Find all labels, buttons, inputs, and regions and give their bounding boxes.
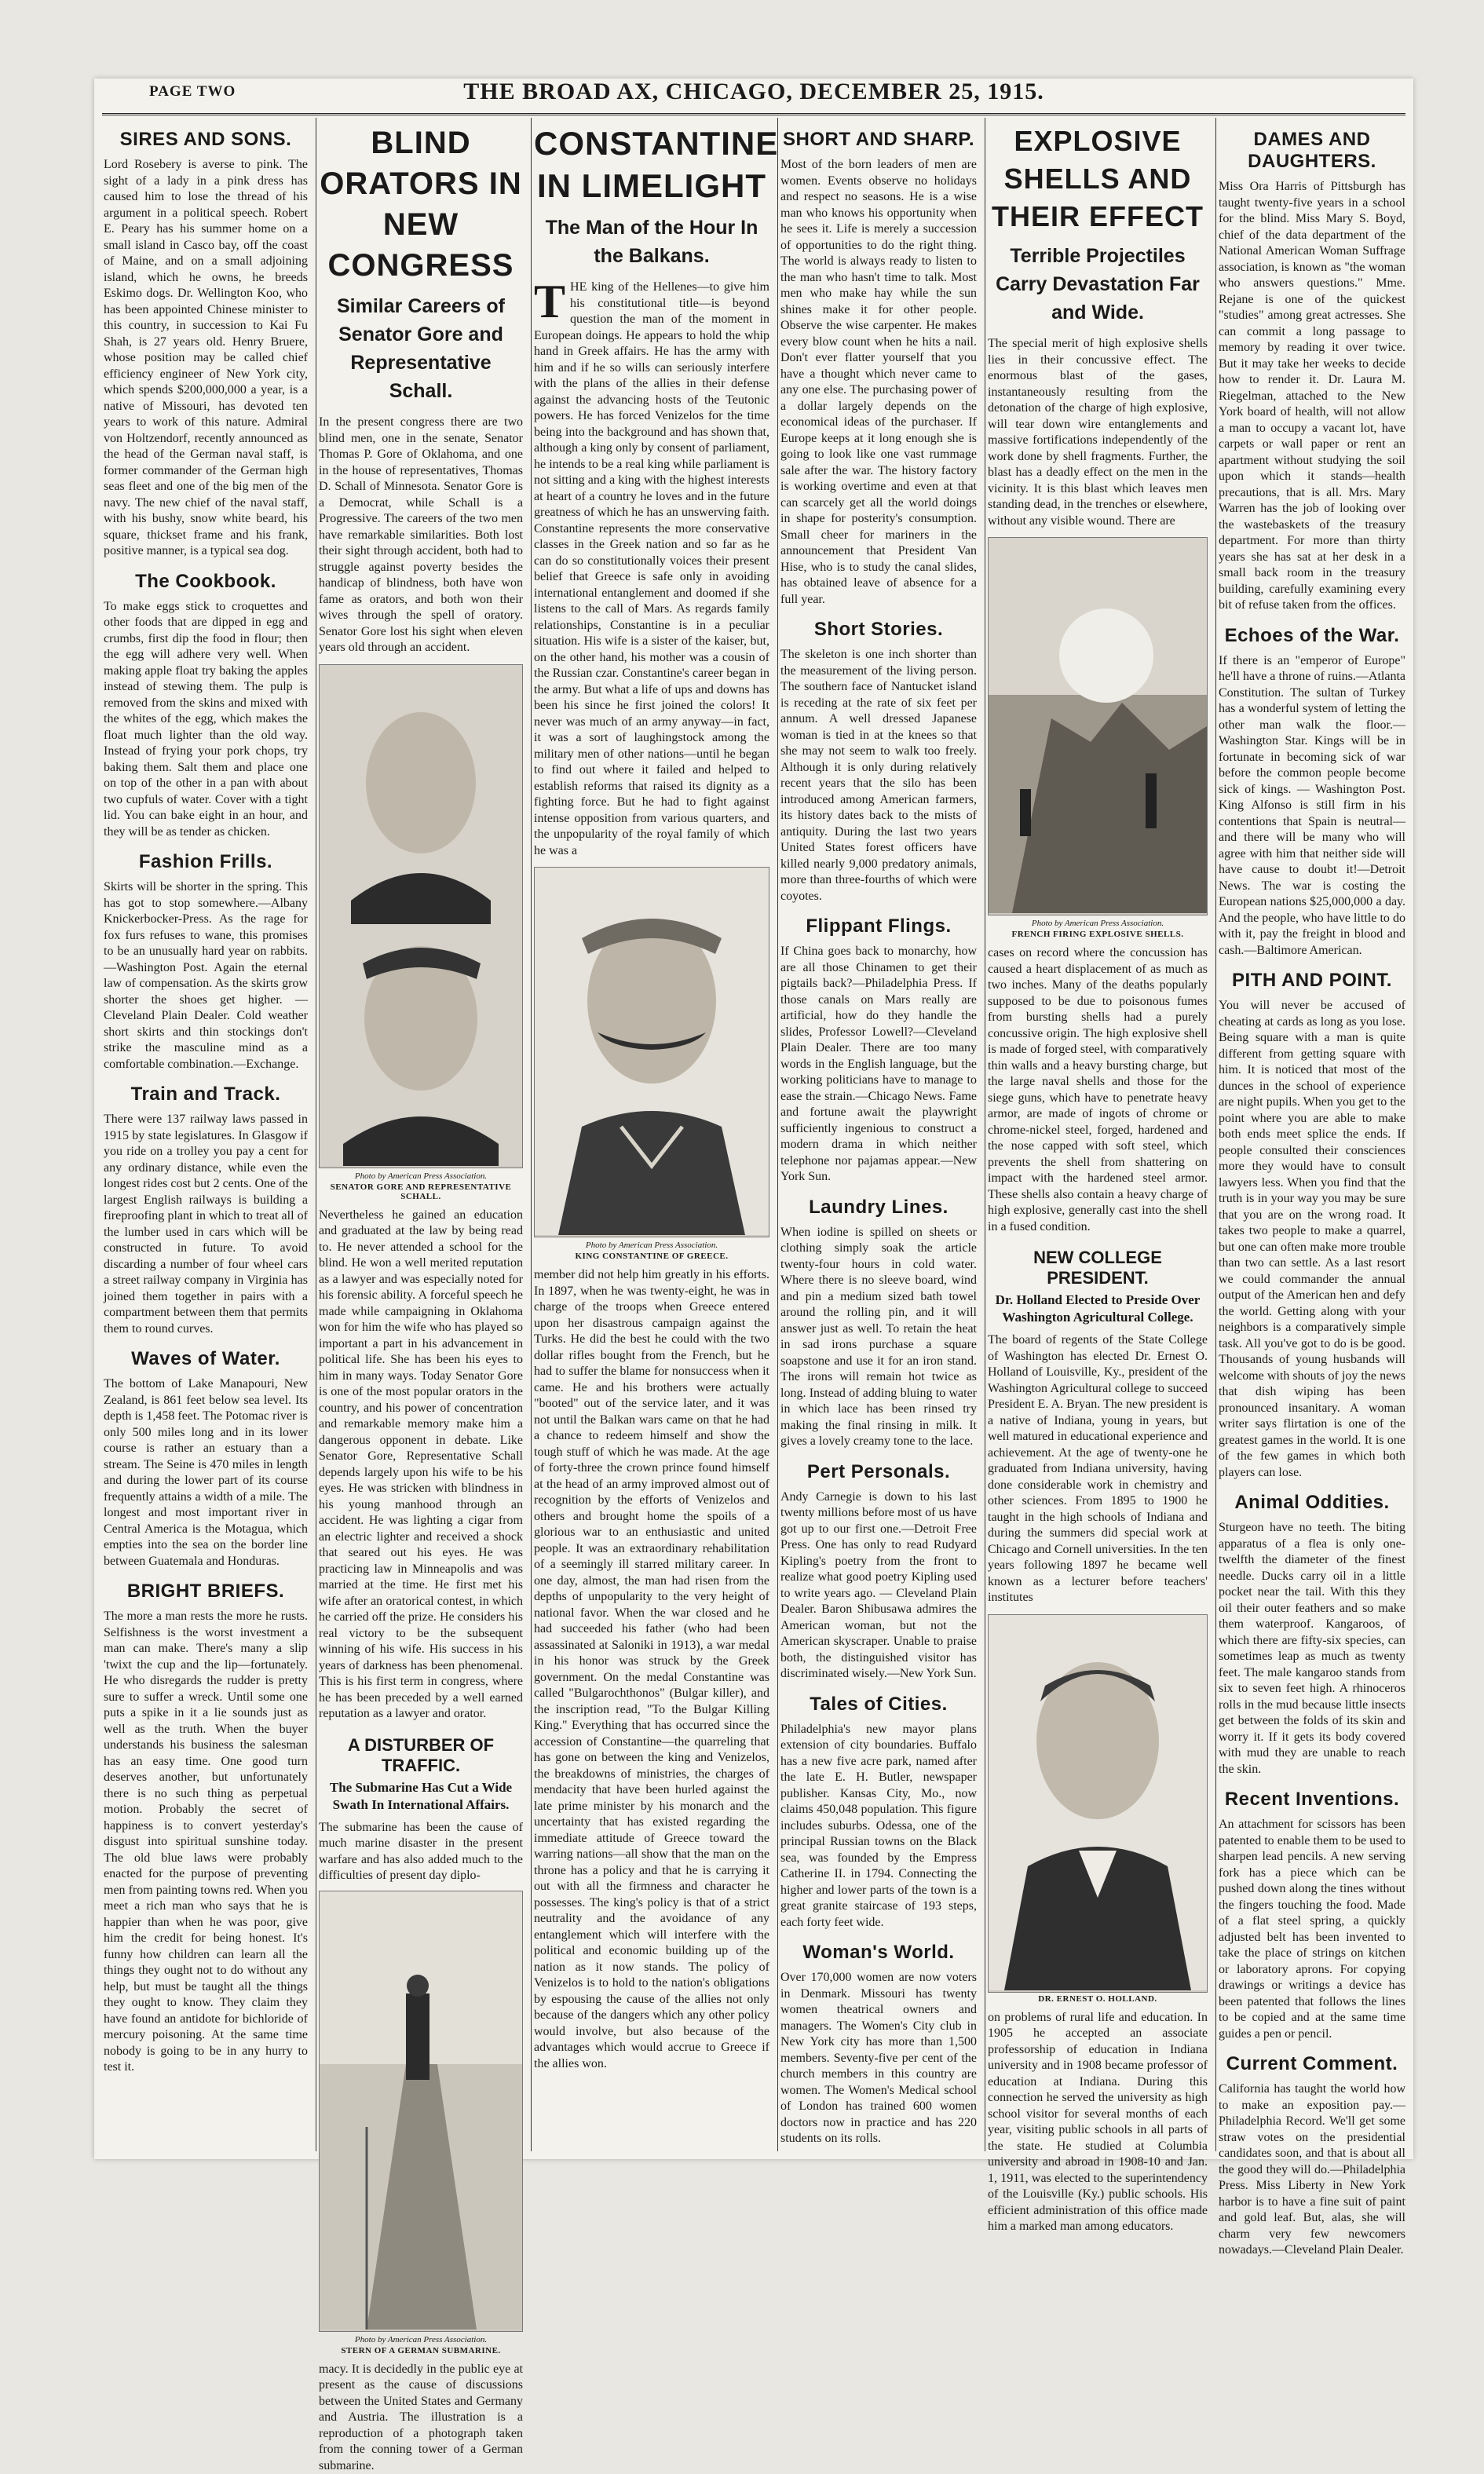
explosion-photo bbox=[988, 537, 1208, 915]
portrait-photo bbox=[534, 867, 769, 1237]
holland-portrait-illustration bbox=[989, 1615, 1207, 1990]
portrait-photo bbox=[319, 664, 523, 1168]
article-text: Philadelphia's new mayor plans extension of city boundaries. Buffalo has a new five acre park, named after the late E. H. Butler, newspaper publisher. Kansas City, Mo., now claims 450,048 population. This figure includes suburbs. Odessa, one of the principal Russian towns on the Black sea, was founded by the Empress Catherine II. in 1794. Connecting the higher and lower parts of the town is a great granite staircase of 193 steps, each forty feet wide. bbox=[780, 1722, 977, 1931]
article-text: An attachment for scissors has been patented to enable them to be used to sharpen lead pencils. A new serving fork has a piece which can be pushed down along the tines without the fingers touching the food. Made of a flat steel spring, a quickly adjusted belt has been invented to take the place of strings on kitchen or laboratory aprons. For copying drawings or writings a device has been patented that follows the lines to be copied and at the same time guides a pen or pencil. bbox=[1219, 1817, 1405, 2042]
article-deck: Similar Careers of Senator Gore and Representative Schall. bbox=[323, 292, 518, 405]
submarine-illustration bbox=[320, 1891, 522, 2330]
section-heading: Recent Inventions. bbox=[1219, 1789, 1405, 1811]
explosion-illustration bbox=[989, 538, 1207, 913]
photo-caption: FRENCH FIRING EXPLOSIVE SHELLS. bbox=[988, 930, 1208, 939]
article-subhead: Dr. Holland Elected to Preside Over Washington Agricultural College. bbox=[988, 1292, 1208, 1326]
section-heading: Laundry Lines. bbox=[780, 1197, 977, 1219]
section-heading: BRIGHT BRIEFS. bbox=[104, 1581, 308, 1602]
section-heading: DAMES AND DAUGHTERS. bbox=[1219, 129, 1405, 173]
section-heading: PITH AND POINT. bbox=[1219, 970, 1405, 992]
section-heading: Tales of Cities. bbox=[780, 1694, 977, 1716]
article-text bbox=[534, 280, 769, 859]
drop-cap: T bbox=[534, 281, 565, 322]
article-text: The submarine has been the cause of much marine disaster in the present warfare and has also added much to the difficulties of present day diplo- bbox=[319, 1820, 523, 1884]
article-text: California has taught the world how to make an exposition pay.—Philadelphia Record. We'll get some straw votes on the presidential candidates soon, and that is about all the good they will do.—Philadelphia Press. Miss Liberty in New York harbor is to have a fine suit of paint and gold leaf. But, alas, she will charm very few newcomers nowadays.—Cleveland Plain Dealer. bbox=[1219, 2081, 1405, 2259]
article-text: The special merit of high explosive shells lies in their concussive effect. The enormous blast of the gases, instantaneously resulting from the detonation of the charge of high explosive, will tear down wire entanglements and massive fortifications independently of the work done by shell fragments. Further, the blast has a deadly effect on the men in the vicinity. It is this blast which leaves men standing dead, in the trenches or elsewhere, without any visible wound. There are bbox=[988, 336, 1208, 529]
article-text: Skirts will be shorter in the spring. This has got to stop somewhere.—Albany Knickerbocker-Press. As the rage for fox furs refuses to wane, this promises to be an unusually hard year on rabbits.—Washington Post. Again the eternal law of compensation. As the skirts grow shorter the shoes get higher. — Cleveland Plain Dealer. Cold weather short skirts and thin stockings don't strike the masculine mind as a comfortable combination.—Exchange. bbox=[104, 879, 308, 1073]
newspaper-page bbox=[94, 79, 1413, 2159]
article-subhead: The Submarine Has Cut a Wide Swath In International Affairs. bbox=[319, 1779, 523, 1814]
article-headline: CONSTANTINE IN LIMELIGHT bbox=[534, 122, 769, 207]
article-text: The more a man rests the more he rusts. Selfishness is the worst investment a man can make. There's many a slip 'twixt the cup and the lip—fortunately. He who disregards the rudder is pretty sure to suffer a wreck. Until some one puts a spike in it a lie sounds just as well as the truth. When the buyer understands his business the salesman has an easy time. One good turn deserves another, but unfortunately there is no such thing as perpetual motion. Probably the secret of happiness is to convert yesterday's disgust into spiritual sunshine today. The old blue laws were probably enacted for the purpose of preventing men from painting towns red. When you meet a rich man who says that he is happier than when he was poor, give him the credit for being honest. It's funny how children can learn all the things they ought not to do without any help, but must be taught all the things they ought to know. They claim they have found an antidote for bichloride of mercury poisoning. At the same time nobody is going to be in any hurry to test it. bbox=[104, 1609, 308, 2076]
section-heading: Fashion Frills. bbox=[104, 851, 308, 873]
masthead bbox=[102, 79, 1405, 115]
column-4 bbox=[780, 118, 985, 2151]
section-heading: Short Stories. bbox=[780, 619, 977, 641]
column-6 bbox=[1219, 118, 1405, 2151]
section-heading: Echoes of the War. bbox=[1219, 625, 1405, 647]
submarine-photo bbox=[319, 1891, 523, 2332]
article-text-body: HE king of the Hellenes—to give him his constitutional title—is beyond question the man of the moment in European doings. He appears to hold the whip hand in Greek affairs. He has the army with him and if he so wills can seriously interfere with the plans of the allies in their defense against the advancing hosts of the Teutonic powers. He has forced Venizelos for the time being into the background and has shown that, although a king only by consent of parliament, he intends to be a real king while parliament is not sitting and a king with the highest interests at heart of a country he loves and in the future greatness of which he has an unswerving faith. Constantine represents the more conservative classes in the Greek nation and so far as he can do so constitutionally voices their present belief that Greece is safe only in avoiding international entanglement and doomed if she listens to the call of Mars. As regards family relationships, Constantine is in a peculiar situation. His wife is a sister of the kaiser, but, on the other hand, his mother was a cousin of the Russian czar. Constantine's career began in the army. But what a life of ups and downs has been his since he first joined the colors! It never was much of an army anyway—in fact, it was a sort of laughingstock among the military men of other nations—until he began to find out where it failed and helped to establish reforms that raised its dignity as a fighting force. But he had to fight against intense opposition from various quarters, and the unpopularity of the royal family of which he was a bbox=[534, 280, 769, 857]
article-text: Sturgeon have no teeth. The biting apparatus of a flea is only one-twelfth the diameter of the finest needle. Ducks carry oil in a little pocket near the tail. With this they oil their outer feathers and so make them waterproof. Kangaroos, of which there are fifty-six species, can sometimes leap as much as twenty feet. The male kangaroo stands from six to seven feet high. A rhinoceros rolls in the mud because little insects get between the folds of its skin and worry it. If it gets its body covered with mud they are unable to reach the skin. bbox=[1219, 1520, 1405, 1778]
article-text: There were 137 railway laws passed in 1915 by state legislatures. In Glasgow if you ride on a trolley you pay a cent for any ordinary distance, while even the longest rides cost but 2 cents. One of the largest English railways is building a fireproofing plant in which to treat all of the lumber used in cars which will be constructed in future. To avoid discarding a number of four wheel cars a street railway company in Virginia has joined them together in pairs with a compartment between them that permits them to round curves. bbox=[104, 1112, 308, 1337]
article-deck: The Man of the Hour In the Balkans. bbox=[539, 214, 765, 270]
article-text: Miss Ora Harris of Pittsburgh has taught twenty-five years in a school for the blind. Miss Mary S. Boyd, chief of the data department of the National American Woman Suffrage association, is known as "the woman who answers questions." Mme. Rejane is one of the quickest "studies" among great actresses. She can commit a long passage to memory by reading it over twice. But it may take her weeks to decide how to render it. Dr. Laura M. Riegelman, attached to the New York board of health, will not allow a man to occupy a vacant lot, have carpets or wall paper or rent an apartment without studying the soil upon which it stands—health precautions, that is all. Mrs. Mary Warren has the job of looking over the wastebaskets of the treasury department. For more than thirty years she has sat at her desk in a small back room in the treasury building, carefully examining every bit of refuse taken from the offices. bbox=[1219, 179, 1405, 614]
photo-caption: SENATOR GORE AND REPRESENTATIVE SCHALL. bbox=[319, 1182, 523, 1201]
photo-caption: STERN OF A GERMAN SUBMARINE. bbox=[319, 2346, 523, 2355]
section-heading: Woman's World. bbox=[780, 1942, 977, 1964]
section-heading: Current Comment. bbox=[1219, 2053, 1405, 2075]
section-heading: Train and Track. bbox=[104, 1084, 308, 1105]
article-text: You will never be accused of cheating at cards as long as you lose. Being square with a man is quite different from getting square with him. It is noticed that most of the dunces in the school of experience are night pupils. When you get to the point where you are able to make both ends meet splice the ends. If people consulted their consciences more they would have to consult lawyers less. When you find that the truth is in your way you may be sure that you are on the wrong road. It takes two people to make a quarrel, but one can often make more trouble than two can settle. As a last resort we could commander the annual output of the American hen and defy the world. Getting along with your neighbors is a comparatively simple task. All you've got to do is be good. Thousands of young husbands will welcome with shouts of joy the news that dish wiping has been pronounced insanitary. A woman writer says flirtation is one of the greatest games in the world. It is one of the few games in which both players can lose. bbox=[1219, 998, 1405, 1481]
article-text: If there is an "emperor of Europe" he'll have a throne of ruins.—Atlanta Constitution. The sultan of Turkey has a wonderful system of letting the other man walk the floor.—Washington Star. Kings will be in fortunate in becoming sick of war before the common people become sick of kings. — Washington Post. King Alfonso is still firm in his contentions that Spain is neutral—and there will be many who will agree with him that neither side will have cause to doubt it!—Detroit News. The war is costing the European nations $25,000,000 a day. And the people, who have little to do with it, pay the freight in blood and cash.—Baltimore American. bbox=[1219, 653, 1405, 959]
column-1 bbox=[104, 118, 316, 2151]
photo-credit: Photo by American Press Association. bbox=[319, 2335, 523, 2344]
section-heading: Pert Personals. bbox=[780, 1461, 977, 1483]
article-text: The bottom of Lake Manapouri, New Zealand, is 861 feet below sea level. Its depth is 1,458 feet. The Potomac river is only 500 miles long and in its lower course is rather an estuary than a stream. The Seine is 470 miles in length and during the lower part of its course frequently attains a width of a mile. The longest and most important river in Central America is the Motagua, which empties into the sea on the border line between Guatemala and Honduras. bbox=[104, 1376, 308, 1570]
section-heading: Flippant Flings. bbox=[780, 915, 977, 937]
column-3 bbox=[534, 118, 778, 2151]
section-heading: Waves of Water. bbox=[104, 1348, 308, 1370]
article-text: Andy Carnegie is down to his last twenty millions before most of us have got up to our first one.—Detroit Free Press. One has only to read Rudyard Kipling's poetry from the front to realize what good poetry Kipling used to write years ago. — Cleveland Plain Dealer. Baron Shibusawa admires the American woman, but not the American skyscraper. Unable to praise both, the distinguished visitor has discriminated wisely.—New York Sun. bbox=[780, 1489, 977, 1683]
article-text: Nevertheless he gained an education and graduated at the law by being read to. He never attended a school for the blind. He won a well merited reputation as a lawyer and was especially noted for his forensic ability. A forceful speech he made while campaigning in Oklahoma won for him the wife who has played so important a part in his advancement in political life. She has been his eyes to him in many ways. Today Senator Gore is one of the most popular orators in the country, and his power of concentration and remarkable memory make him a dangerous opponent in debate. Like Senator Gore, Representative Schall depends largely upon his wife to be his eyes. He was stricken with blindness in his young manhood through an accident. He was lighting a cigar from an electric lighter and received a shock that seared out his eyes. He was practicing law in Minneapolis and was married at the time. He first met his wife after an oratorical contest, in which he carried off the prize. He considers his real victory to be the subsequent winning of his wife. His success in his years of darkness has been phenomenal. This is his first term in congress, where he has been preceded by a well earned reputation as a lawyer and orator. bbox=[319, 1208, 523, 1723]
article-text: Over 170,000 women are now voters in Denmark. Missouri has twenty women theatrical owners and managers. The Women's City club in New York city has more than 1,500 members. Seventy-five per cent of the church members in this country are women. The Women's Medical school of London has trained 600 women doctors now in practice and has 220 students on its rolls. bbox=[780, 1970, 977, 2147]
king-portrait-illustration bbox=[535, 868, 769, 1235]
portrait-illustration bbox=[320, 665, 522, 1166]
section-heading: Animal Oddities. bbox=[1219, 1492, 1405, 1514]
photo-caption: DR. ERNEST O. HOLLAND. bbox=[988, 1994, 1208, 2004]
article-deck: Terrible Projectiles Carry Devastation Far and Wide. bbox=[992, 242, 1203, 327]
article-text: The skeleton is one inch shorter than the measurement of the living person. The southern face of Nantucket island is receding at the rate of six feet per annum. A well dressed Japanese woman is tied in at the knees so that she may not seem to walk too freely. Although it is only during relatively recent years that the silo has been introduced among American farmers, its history dates back to the mists of antiquity. During the last two years United States forest officers have killed nearly 9,000 predatory animals, more than three-fourths of which were coyotes. bbox=[780, 647, 977, 904]
article-text: on problems of rural life and education. In 1905 he accepted an associate professorship of education in Indiana university and in 1908 became professor of education at Indiana. During this connection he served the university as high school visitor for several months of each year, visiting public schools in all parts of the state. He studied at Columbia university and abroad in 1908-10 and Jan. 1, 1911, was elected to the superintendency of the Louisville (Ky.) public schools. His efficient administration of this office made him a marked man among educators. bbox=[988, 2010, 1208, 2235]
article-headline: EXPLOSIVE SHELLS AND THEIR EFFECT bbox=[988, 122, 1208, 236]
photo-caption: KING CONSTANTINE OF GREECE. bbox=[534, 1252, 769, 1261]
article-text: cases on record where the concussion has caused a heart displacement of as much as two inches. Many of the deaths popularly supposed to be due to poisonous fumes from bursting shells had a purely concussive origin. The high explosive shell is made of forged steel, with comparatively thin walls and a heavy bursting charge, but the large naval shells and those for the siege guns, which have to penetrate heavy armor, are made of ingots of chrome or chrome-nickel steel, forged, hardened and the nose capped with soft steel, which prevents the shell from shattering on impact with the hardened steel armor. These shells also contain a heavy charge of high explosive, generally cast into the shell in a fused condition. bbox=[988, 945, 1208, 1235]
article-text: When iodine is spilled on sheets or clothing simply soak the article twenty-four hours in cold water. Where there is no sleeve board, wind and pin a medium sized bath towel around the rolling pin, and it will answer just as well. To retain the heat in sad irons purchase a square soapstone and use it for an iron stand. The irons will remain hot twice as long. Instead of adding bluing to water in which lace has been rinsed try making the final rinsing in milk. It gives a lovely creamy tone to the lace. bbox=[780, 1225, 977, 1450]
article-text: To make eggs stick to croquettes and other foods that are dipped in egg and crumbs, first dip the food in flour; then the egg will adhere very well. When making apple float try baking the apples instead of stewing them. The pulp is removed from the skins and mixed with the whites of the egg, which makes the float much lighter than the old way. Instead of frying your pork chops, try baking them. Salt them and place one on top of the other in a pan with about two cupfuls of water. Cover with a tight lid. You can bake eight in an hour, and they will be as tender as chicken. bbox=[104, 599, 308, 841]
article-headline: A DISTURBER OF TRAFFIC. bbox=[319, 1735, 523, 1776]
article-text: In the present congress there are two blind men, one in the senate, Senator Thomas P. Gore of Oklahoma, and one in the house of representatives, Thomas D. Schall of Minnesota. Senator Gore is a Democrat, while Schall is a Progressive. The careers of the two men have remarkable similarities. Both lost their sight through accident, both had to struggle against poverty besides the handicap of blindness, both have won fame as orators, and both won their wives through the spell of oratory. Senator Gore lost his sight when eleven years old through an accident. bbox=[319, 415, 523, 656]
section-heading: The Cookbook. bbox=[104, 571, 308, 593]
article-headline: BLIND ORATORS IN NEW CONGRESS bbox=[319, 122, 523, 286]
section-heading: SIRES AND SONS. bbox=[104, 129, 308, 151]
column-5 bbox=[988, 118, 1216, 2151]
photo-credit: Photo by American Press Association. bbox=[988, 919, 1208, 928]
article-text: member did not help him greatly in his efforts. In 1897, when he was twenty-eight, he was in charge of the troops when Greece entered upon her disastrous campaign against the Turks. He did the best he could with the two dollar rifles bought from the French, but he had to suffer the blame for nonsuccess when it came. He and his brothers were actually "booted" out of the service later, and it was not until the Balkan wars came on that he had a chance to redeem himself and show the tough stuff of which he was made. At the age of forty-three the crown prince found himself at the head of an army improved almost out of recognition by the efforts of Venizelos and others and brought home the spoils of a glorious war to an enthusiastic and united people. It was an extraordinary rehabilitation of a seemingly ill starred military career. In one day, almost, the man had risen from the depths of unpopularity to the very height of national favor. When the war closed and he had succeeded his father (who had been assassinated at Saloniki in 1913), a war medal in his honor was struck by the Greek government. On the medal Constantine was called "Bulgarochthonos" (Bulgar killer), and the inscription read, "To the Bulgar Killing King." Everything that has occurred since the accession of Constantine—the quarreling that has gone on between the king and Venizelos, the breakdowns of ministries, the charges of mendacity that have been hurled against the late prime minister by his monarch and the uncertainty that has existed regarding the immediate attitude of Greece toward the warring nations—all show that the man on the throne has a policy and that he is carrying it out with all the firmness and character he possesses. The king's policy is that of a strict neutrality and the avoidance of any entanglement which will interfere with the political and economic building up of the nation as it now stands. The policy of Venizelos is to hold to the nation's obligations by espousing the cause of the allies not only because of the dangers which any other policy would involve, but also because of the advantages which would accrue to Greece if the allies won. bbox=[534, 1267, 769, 2072]
article-text: The board of regents of the State College of Washington has elected Dr. Ernest O. Holland of Louisville, Ky., president of the Washington Agricultural college to succeed President E. A. Bryan. The new president is a native of Indiana, young in years, but well matured in educational experience and achievement. At the age of twenty-one he graduated from Indiana university, having done considerable work in chemistry and other sciences. From 1895 to 1900 he taught in the high schools of Indiana and during the summers did special work at Chicago and Cornell universities. In the ten years following 1897 he became well known as a lecturer before teachers' institutes bbox=[988, 1332, 1208, 1606]
column-2 bbox=[319, 118, 532, 2151]
article-text: Lord Rosebery is averse to pink. The sight of a lady in a pink dress has caused him to lose the thread of his argument in a political speech. Robert E. Peary has his summer home on a small island in Casco bay, off the coast of Maine, and on a small adjoining island, which he owns, he breeds Eskimo dogs. Dr. Wellington Koo, who has been appointed Chinese minister to this country, in succession to Kai Fu Shah, is 27 years old. Henry Bruere, whose position may be called chief efficiency engineer of New York city, which spends $200,000,000 a year, is a native of Missouri, has devoted ten years to work of this nature. Admiral von Holtzendorf, recently announced as the head of the German naval staff, is former commander of the German high seas fleet and one of the big men of the navy. The new chief of the naval staff, with his bushy, snow white beard, his square, thickset frame and his frank, positive manner, is a typical sea dog. bbox=[104, 157, 308, 560]
photo-credit: Photo by American Press Association. bbox=[534, 1241, 769, 1250]
section-heading: SHORT AND SHARP. bbox=[780, 129, 977, 151]
article-headline: NEW COLLEGE PRESIDENT. bbox=[988, 1248, 1208, 1288]
newspaper-title: THE BROAD AX, CHICAGO, DECEMBER 25, 1915. bbox=[102, 79, 1405, 105]
portrait-photo bbox=[988, 1614, 1208, 1993]
photo-credit: Photo by American Press Association. bbox=[319, 1171, 523, 1181]
article-text: macy. It is decidedly in the public eye at present as the cause of discussions between the United States and Germany and Austria. The illustration is a reproduction of a photograph taken from the conning tower of a German submarine. bbox=[319, 2362, 523, 2474]
article-text: If China goes back to monarchy, how are all those Chinamen to get their pigtails back?—Philadelphia Press. If those canals on Mars really are artificial, how do they handle the slides, Professor Lowell?—Cleveland Plain Dealer. There are too many words in the English language, but the working politicians have to manage to ease the strain.—Chicago News. Fame and fortune await the playwright sufficiently ingenious to construct a modern drama in which neither telephone nor pajamas appear.—New York Sun. bbox=[780, 944, 977, 1186]
article-text: Most of the born leaders of men are women. Events observe no holidays and respect no seasons. He is a wise man who knows his opportunity when he sees it. Life is merely a succession of opportunities to do the right thing. The world is always ready to listen to the man who hasn't time to talk. Most men who make hay while the sun shines make it for other people. Observe the wise carpenter. He makes every blow count when he hits a nail. Don't ever flatter yourself that you have a thought which never came to any one else. The purchasing power of a dollar largely depends on the economical ideas of the purchaser. If Europe keeps at it long enough she is going to look like one vast rummage sale after the war. The history factory is working overtime and even at that can scarcely get all the world doings in shape for posterity's consumption. Small cheer for mariners in the announcement that President Van Hise, who is to study the canal slides, has obtained leave of absence for a full year. bbox=[780, 157, 977, 608]
page-number: PAGE TWO bbox=[149, 83, 236, 100]
